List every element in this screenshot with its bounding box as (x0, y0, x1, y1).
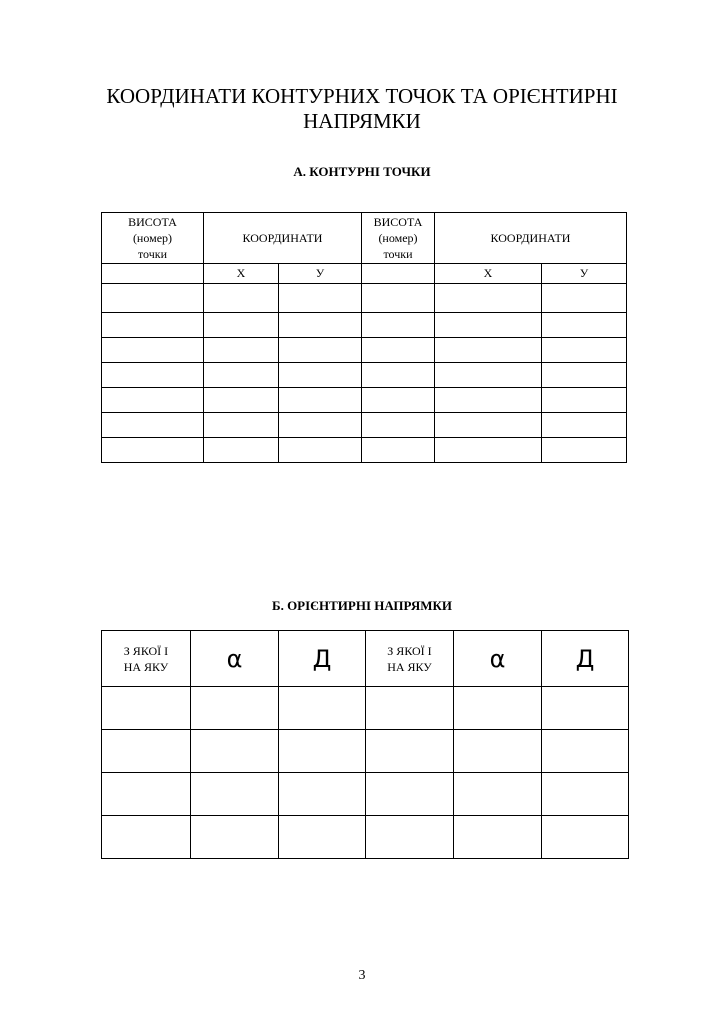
title-line-1: КООРДИНАТИ КОНТУРНИХ ТОЧОК ТА ОРІЄНТИРНІ (106, 84, 618, 108)
header-alpha-cell: α (191, 631, 279, 687)
header-y-cell: У (279, 264, 362, 284)
table-header-row (102, 213, 627, 264)
title-line-2: НАПРЯМКИ (303, 109, 421, 133)
header-d-cell: Д (542, 631, 629, 687)
table-row (102, 413, 627, 438)
table-header-row (102, 631, 629, 687)
header-x-cell: Х (435, 264, 542, 284)
header-from-to-cell: З ЯКОЇ І НА ЯКУ (102, 631, 191, 687)
header-coordinates-cell: КООРДИНАТИ (204, 213, 362, 264)
header-height-cell: ВИСОТА (номер) точки (362, 213, 435, 264)
table-row (102, 438, 627, 463)
header-d-cell: Д (279, 631, 366, 687)
table-row (102, 388, 627, 413)
header-y-cell: У (542, 264, 627, 284)
table-row (102, 284, 627, 313)
table-row (102, 687, 629, 730)
orientation-directions-table (101, 630, 629, 859)
header-coordinates-cell: КООРДИНАТИ (435, 213, 627, 264)
table-row (102, 338, 627, 363)
table-cell (102, 264, 204, 284)
table-cell (362, 264, 435, 284)
section-b-heading: Б. ОРІЄНТИРНІ НАПРЯМКИ (271, 598, 453, 613)
table-row (102, 363, 627, 388)
header-x-cell: Х (204, 264, 279, 284)
table-row (102, 313, 627, 338)
page-title (60, 84, 664, 134)
table-row (102, 773, 629, 816)
table-subheader-row (102, 264, 627, 284)
page-number: 3 (358, 968, 366, 983)
header-height-cell: ВИСОТА (номер) точки (102, 213, 204, 264)
contour-points-table (101, 212, 627, 463)
table-row (102, 730, 629, 773)
header-alpha-cell: α (454, 631, 542, 687)
header-from-to-cell: З ЯКОЇ І НА ЯКУ (366, 631, 454, 687)
section-a-heading: А. КОНТУРНІ ТОЧКИ (293, 164, 431, 179)
table-row (102, 816, 629, 859)
